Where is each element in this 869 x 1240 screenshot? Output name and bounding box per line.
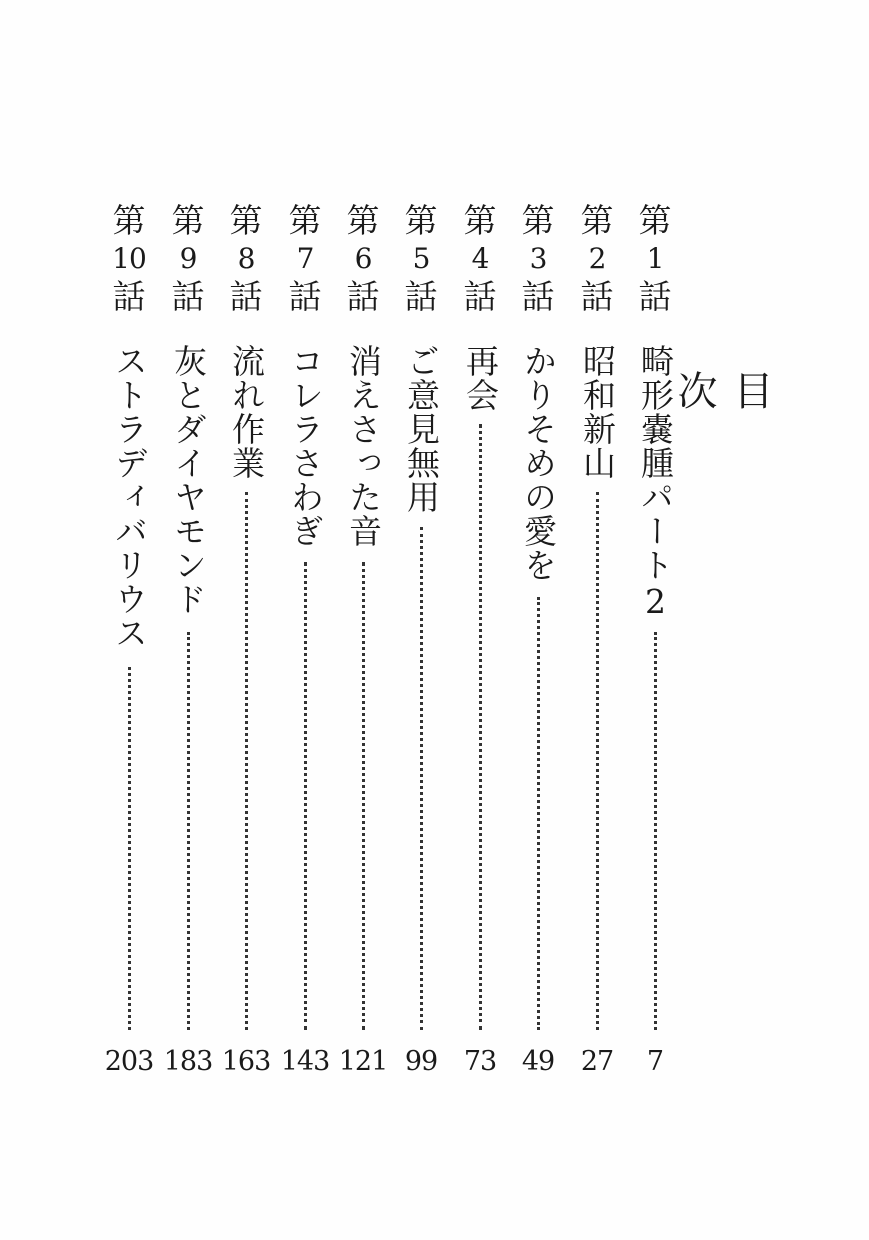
chapter-label-suffix: 話 <box>346 277 380 316</box>
chapter-title: ストラディバリウス <box>110 344 149 650</box>
chapter-label-suffix: 話 <box>638 277 672 316</box>
chapter-title: ご意見無用 <box>402 344 441 514</box>
chapter-label-suffix: 話 <box>288 277 322 316</box>
dot-leader <box>420 527 423 1030</box>
page-number: 73 <box>463 1046 497 1077</box>
toc-entry-9[interactable] <box>163 202 213 1082</box>
chapter-title: かりそめの愛を <box>519 344 558 582</box>
chapter-title: 畸形嚢腫パート2 <box>636 344 675 622</box>
chapter-title: 灰とダイヤモンド <box>169 344 208 616</box>
chapter-label-prefix: 第 <box>463 201 497 240</box>
chapter-label-suffix: 話 <box>229 277 263 316</box>
toc-entry-2[interactable] <box>572 202 622 1082</box>
chapter-label-prefix: 第 <box>638 201 672 240</box>
chapter-number: 4 <box>471 242 489 275</box>
toc-entry-1[interactable] <box>630 202 680 1082</box>
chapter-label-suffix: 話 <box>521 277 555 316</box>
toc-entry-6[interactable] <box>338 202 388 1082</box>
chapter-label-suffix: 話 <box>404 277 438 316</box>
chapter-label-suffix: 話 <box>580 277 614 316</box>
chapter-number: 3 <box>529 242 547 275</box>
page-number: 7 <box>646 1046 664 1077</box>
toc-entry-5[interactable] <box>396 202 446 1082</box>
chapter-title: 流れ作業 <box>227 344 266 480</box>
toc-entry-3[interactable] <box>513 202 563 1082</box>
dot-leader <box>187 632 190 1030</box>
dot-leader <box>479 424 482 1030</box>
chapter-label-prefix: 第 <box>288 201 322 240</box>
chapter-number: 1 <box>646 242 664 275</box>
toc-entry-4[interactable] <box>455 202 505 1082</box>
toc-title: 目次 <box>671 370 773 466</box>
page-number: 143 <box>280 1046 330 1077</box>
chapter-label <box>455 202 505 320</box>
chapter-label <box>280 202 330 320</box>
page-number: 183 <box>163 1046 213 1077</box>
chapter-label-prefix: 第 <box>171 201 205 240</box>
chapter-label-prefix: 第 <box>346 201 380 240</box>
chapter-label-prefix: 第 <box>521 201 555 240</box>
chapter-label <box>396 202 446 320</box>
chapter-number: 5 <box>412 242 430 275</box>
chapter-number: 8 <box>237 242 255 275</box>
dot-leader <box>245 492 248 1030</box>
dot-leader <box>128 667 131 1030</box>
toc-entry-8[interactable] <box>221 202 271 1082</box>
chapter-title: コレラさわぎ <box>286 344 325 548</box>
chapter-label <box>104 202 154 320</box>
chapter-label <box>630 202 680 320</box>
toc-entry-10[interactable] <box>104 202 154 1082</box>
chapter-title: 再会 <box>461 344 500 412</box>
dot-leader <box>654 632 657 1030</box>
chapter-label-suffix: 話 <box>171 277 205 316</box>
dot-leader <box>537 597 540 1030</box>
toc-entry-7[interactable] <box>280 202 330 1082</box>
dot-leader <box>304 562 307 1030</box>
chapter-title: 消えさった音 <box>344 344 383 548</box>
chapter-label-suffix: 話 <box>112 277 146 316</box>
chapter-label-prefix: 第 <box>112 201 146 240</box>
page-number: 163 <box>221 1046 271 1077</box>
chapter-label-suffix: 話 <box>463 277 497 316</box>
chapter-number: 9 <box>179 242 197 275</box>
chapter-number: 2 <box>588 242 606 275</box>
dot-leader <box>596 492 599 1030</box>
dot-leader <box>362 562 365 1030</box>
page-number: 49 <box>521 1046 555 1077</box>
chapter-title: 昭和新山 <box>578 344 617 480</box>
chapter-label <box>338 202 388 320</box>
chapter-number: 6 <box>354 242 372 275</box>
chapter-number: 10 <box>112 242 146 275</box>
chapter-label <box>572 202 622 320</box>
page-number: 203 <box>104 1046 154 1077</box>
chapter-label-prefix: 第 <box>580 201 614 240</box>
chapter-label <box>513 202 563 320</box>
chapter-number: 7 <box>296 242 314 275</box>
page-number: 99 <box>404 1046 438 1077</box>
chapter-label-prefix: 第 <box>229 201 263 240</box>
chapter-label <box>163 202 213 320</box>
page-number: 27 <box>580 1046 614 1077</box>
chapter-label-prefix: 第 <box>404 201 438 240</box>
chapter-label <box>221 202 271 320</box>
page-number: 121 <box>338 1046 388 1077</box>
